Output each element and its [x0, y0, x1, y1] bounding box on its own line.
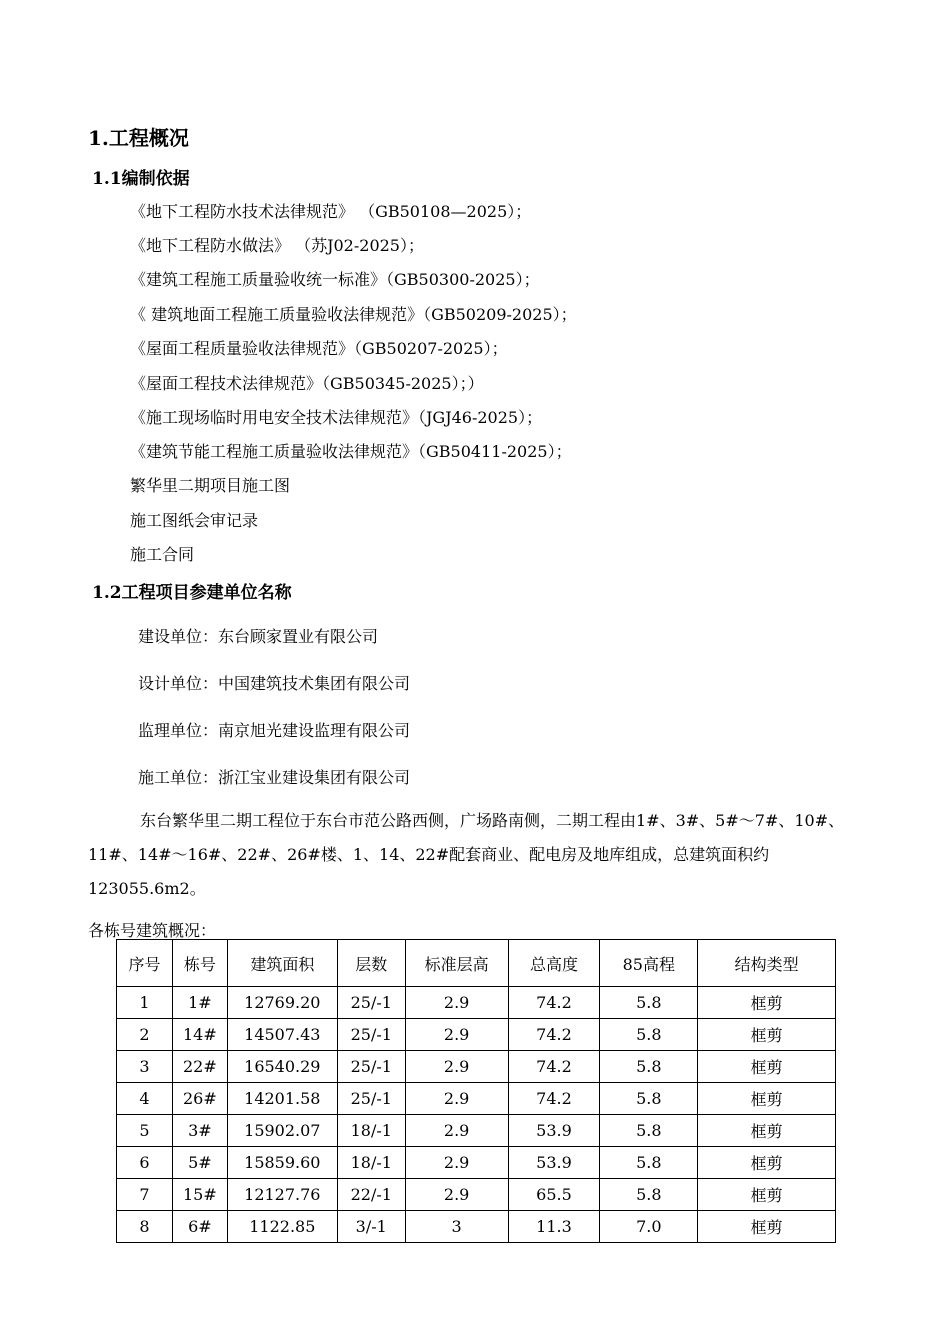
basis-item: 《地下工程防水做法》 （苏J02-2025）； [130, 236, 424, 255]
unit-line: 设计单位：中国建筑技术集团有限公司 [138, 674, 411, 693]
unit-line: 建设单位：东台顾家置业有限公司 [138, 627, 379, 646]
table-cell: 26# [172, 1083, 227, 1115]
table-cell: 2.9 [405, 1051, 508, 1083]
table-cell: 25/-1 [337, 1019, 405, 1051]
basis-item: 施工合同 [130, 545, 195, 564]
table-row [117, 1115, 836, 1147]
table-cell: 2.9 [405, 1083, 508, 1115]
table-cell: 5.8 [600, 1051, 698, 1083]
project-description-text: 东台繁华里二期工程位于东台市范公路西侧，广场路南侧，二期工程由1#、3#、5#～7#、10#、11#、14#～16#、22#、26#楼、1、14、22#配套商业、配电房及地库组成，总建筑面积约123055.6m2。 [88, 811, 845, 898]
table-row [117, 1051, 836, 1083]
table-cell: 框剪 [698, 1115, 836, 1147]
project-description [88, 804, 868, 906]
table-header-row [117, 940, 836, 987]
table-cell: 14507.43 [227, 1019, 337, 1051]
page-title: 1.工程概况 [88, 126, 189, 150]
table-cell: 53.9 [508, 1147, 600, 1179]
table-cell: 25/-1 [337, 1083, 405, 1115]
table-cell: 53.9 [508, 1115, 600, 1147]
table-cell: 4 [117, 1083, 173, 1115]
table-cell: 5.8 [600, 987, 698, 1019]
basis-item: 《建筑工程施工质量验收统一标准》（GB50300-2025）； [130, 270, 540, 289]
table-row [117, 1179, 836, 1211]
table-cell: 22# [172, 1051, 227, 1083]
table-cell: 18/-1 [337, 1115, 405, 1147]
table-cell: 1122.85 [227, 1211, 337, 1243]
basis-item: 《施工现场临时用电安全技术法律规范》（JGJ46-2025）； [130, 408, 543, 427]
table-cell: 框剪 [698, 987, 836, 1019]
table-cell: 6# [172, 1211, 227, 1243]
table-cell: 74.2 [508, 1051, 600, 1083]
column-header: 85高程 [600, 940, 698, 987]
table-cell: 2.9 [405, 1179, 508, 1211]
table-cell: 框剪 [698, 1019, 836, 1051]
table-cell: 12769.20 [227, 987, 337, 1019]
unit-line: 监理单位：南京旭光建设监理有限公司 [138, 721, 411, 740]
table-cell: 5.8 [600, 1083, 698, 1115]
table-cell: 8 [117, 1211, 173, 1243]
table-cell: 3 [117, 1051, 173, 1083]
table-cell: 5 [117, 1115, 173, 1147]
table-cell: 5.8 [600, 1179, 698, 1211]
table-row [117, 1083, 836, 1115]
table-cell: 18/-1 [337, 1147, 405, 1179]
table-cell: 5# [172, 1147, 227, 1179]
table-cell: 框剪 [698, 1051, 836, 1083]
table-cell: 74.2 [508, 1019, 600, 1051]
section-heading-basis: 1.1编制依据 [92, 169, 190, 189]
table-cell: 65.5 [508, 1179, 600, 1211]
table-cell: 3/-1 [337, 1211, 405, 1243]
column-header: 建筑面积 [227, 940, 337, 987]
basis-item: 《屋面工程质量验收法律规范》（GB50207-2025）； [130, 339, 508, 358]
table-cell: 14201.58 [227, 1083, 337, 1115]
unit-line: 施工单位：浙江宝业建设集团有限公司 [138, 768, 411, 787]
building-overview-table [116, 939, 836, 1243]
column-header: 总高度 [508, 940, 600, 987]
basis-item: 施工图纸会审记录 [130, 511, 259, 530]
table-cell: 框剪 [698, 1083, 836, 1115]
table-cell: 25/-1 [337, 987, 405, 1019]
table-cell: 6 [117, 1147, 173, 1179]
table-cell: 15859.60 [227, 1147, 337, 1179]
table-row [117, 1147, 836, 1179]
table-row [117, 1211, 836, 1243]
basis-item: 《地下工程防水技术法律规范》 （GB50108—2025）； [130, 202, 532, 221]
table-cell: 15902.07 [227, 1115, 337, 1147]
table-cell: 2.9 [405, 1147, 508, 1179]
table-cell: 1# [172, 987, 227, 1019]
table-cell: 框剪 [698, 1211, 836, 1243]
table-caption: 各栋号建筑概况： [88, 921, 217, 940]
table-cell: 5.8 [600, 1115, 698, 1147]
column-header: 层数 [337, 940, 405, 987]
table-cell: 7.0 [600, 1211, 698, 1243]
table-cell: 74.2 [508, 1083, 600, 1115]
table-row [117, 987, 836, 1019]
table-cell: 74.2 [508, 987, 600, 1019]
column-header: 栋号 [172, 940, 227, 987]
table-cell: 3 [405, 1211, 508, 1243]
table-cell: 3# [172, 1115, 227, 1147]
table-cell: 框剪 [698, 1147, 836, 1179]
table-cell: 2.9 [405, 1115, 508, 1147]
column-header: 序号 [117, 940, 173, 987]
basis-item: 《屋面工程技术法律规范》（GB50345-2025）；） [130, 374, 484, 393]
basis-item: 《建筑节能工程施工质量验收法律规范》（GB50411-2025）； [130, 442, 572, 461]
column-header: 结构类型 [698, 940, 836, 987]
table-cell: 14# [172, 1019, 227, 1051]
table-row [117, 1019, 836, 1051]
basis-item: 《 建筑地面工程施工质量验收法律规范》（GB50209-2025）； [130, 305, 577, 324]
table-cell: 22/-1 [337, 1179, 405, 1211]
column-header: 标准层高 [405, 940, 508, 987]
table-cell: 15# [172, 1179, 227, 1211]
table-cell: 12127.76 [227, 1179, 337, 1211]
table-cell: 5.8 [600, 1019, 698, 1051]
table-cell: 2.9 [405, 987, 508, 1019]
table-cell: 7 [117, 1179, 173, 1211]
table-cell: 2 [117, 1019, 173, 1051]
table-cell: 16540.29 [227, 1051, 337, 1083]
section-heading-units: 1.2工程项目参建单位名称 [92, 583, 292, 603]
table-cell: 25/-1 [337, 1051, 405, 1083]
table-cell: 1 [117, 987, 173, 1019]
basis-item: 繁华里二期项目施工图 [130, 476, 291, 495]
table-cell: 5.8 [600, 1147, 698, 1179]
table-cell: 11.3 [508, 1211, 600, 1243]
table-cell: 2.9 [405, 1019, 508, 1051]
table-cell: 框剪 [698, 1179, 836, 1211]
